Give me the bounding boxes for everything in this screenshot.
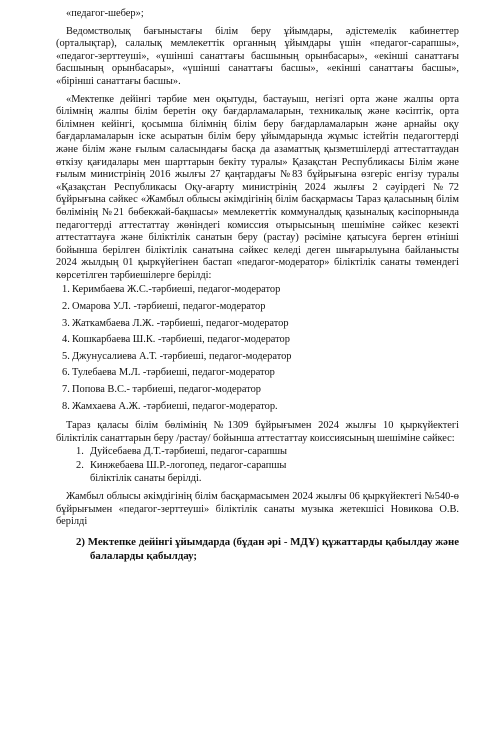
list-item-text: Кинжебаева Ш.Р.-логопед, педагог-сарапшы bbox=[90, 460, 287, 472]
list-item bbox=[62, 332, 459, 349]
list-item bbox=[62, 349, 459, 366]
paragraph-zhambyl: Жамбыл облысы әкімдігінің білім басқармасымен 2024 жылғы 06 қыркүйектегі №540-ө бұйрығымен «педагог-зерттеуші» біліктілік санаты музыка жетекшісі Новикова О.В. берілді bbox=[56, 491, 459, 528]
list-item-text: Тулебаева М.Л. -тәрбиеші, педагог-модератор bbox=[72, 367, 275, 379]
list-item-number: 7. bbox=[62, 384, 70, 396]
list-item bbox=[76, 445, 459, 459]
list-item-number: 1. bbox=[62, 284, 70, 296]
list-experts bbox=[56, 445, 459, 473]
list-item-number: 8. bbox=[62, 400, 70, 412]
list-item-number: 4. bbox=[62, 334, 70, 346]
list-item bbox=[62, 382, 459, 399]
list-item-text: Керимбаева Ж.С.-тәрбиеші, педагог-модератор bbox=[72, 284, 281, 296]
list-item bbox=[76, 459, 459, 473]
paragraph-main: «Мектепке дейінгі тәрбие мен оқытуды, бастауыш, негізгі орта және жалпы орта білімнің жалпы білім беретін оқу бағдарламаларын, техникалық және кәсіптік, орта білімнен кейінгі, қосымша білімнің білім беру бағдарламаларын және арнайы оқу бағдарламаларын іске асыратын білім беру ұйымдарында жұмыс істейтін педагогтерді және білім және ғылым саласындағы басқа да азаматтық қызметшілерді аттестаттаудан өткізу қағидалары мен шарттарын бекіту туралы» Қазақстан Республикасы Білім және ғылым министрінің 2016 жылғы 27 қаңтардағы №83 бұйрығына өзгеріс енгізу туралы «Қазақстан Республикасы Оқу-ағарту министрінің 2024 жылғы 2 сәуірдегі №72 бұйрығына сәйкес «Жамбыл облысы әкімдігінің білім басқармасы Тараз қаласының білім бөлімінің №21 бөбекжай-бақшасы» мемлекеттік коммуналдық қазыналық кәсіпорнында педагогтерді аттестаттау жөніндегі комиссия отырысының шешіміне сәйкес кезекті аттестаттауға және біліктілік санатын беру (растау) рәсіміне қатысуға берген өтініші бойынша берілген біліктілік санатына сәйкес келеді деген шығарылуына байланысты 2024 жылдың 01 қыркүйегінен бастап «педагог-модератор» біліктілік санаты төмендегі көрсетілген тәрбиешілерге берілді: bbox=[56, 93, 459, 281]
list-item-number: 2. bbox=[76, 460, 84, 472]
list-item-number: 1. bbox=[76, 446, 84, 458]
list-item-text: Омарова У.Л. -тәрбиеші, педагог-модератор bbox=[72, 301, 266, 313]
list-item-text: Дуйсебаева Д.Т.-тәрбиеші, педагог-сарапшы bbox=[90, 446, 288, 458]
list-item bbox=[62, 365, 459, 382]
list-item-number: 6. bbox=[62, 367, 70, 379]
list-item bbox=[62, 316, 459, 333]
list-item-number: 2. bbox=[62, 301, 70, 313]
list-item-text: Жаткамбаева Л.Ж. -тәрбиеші, педагог-модератор bbox=[72, 317, 289, 329]
list-item-text: Попова В.С.- тәрбиеші, педагог-модератор bbox=[72, 384, 261, 396]
list-item-text: Кошкарбаева Ш.К. -тәрбиеші, педагог-модератор bbox=[72, 334, 290, 346]
section-heading: 2) Мектепке дейінгі ұйымдарда (бұдан әрі - МДҰ) құжаттарды қабылдау және балаларды қабылдау; bbox=[76, 535, 459, 562]
list-item-number: 5. bbox=[62, 350, 70, 362]
list-moderators bbox=[56, 282, 459, 415]
paragraph-taraz: Тараз қаласы білім бөлімінің №1309 бұйрығымен 2024 жылғы 10 қыркүйектегі біліктілік санаттарын беру /растау/ бойынша аттестаттау коиссиясының шешіміне сәйкес: bbox=[56, 420, 459, 444]
list-item bbox=[62, 399, 459, 416]
list-experts-tail: біліктілік санаты берілді. bbox=[90, 473, 202, 485]
list-item-text: Джунусалиева А.Т. -тәрбиеші, педагог-модератор bbox=[72, 350, 292, 362]
list-item bbox=[62, 299, 459, 316]
list-item-number: 3. bbox=[62, 317, 70, 329]
list-item-text: Жамхаева А.Ж. -тәрбиеші, педагог-модератор. bbox=[72, 400, 278, 412]
line-top: «педагог-шебер»; bbox=[66, 8, 144, 19]
list-item bbox=[62, 282, 459, 299]
paragraph-ministry: Ведомстволық бағыныстағы білім беру ұйымдары, әдістемелік кабинеттер (орталықтар), салалық мемлекеттік органның ұйымдары үшін «педагог-сарапшы», «педагог-зерттеуші», «үшінші санаттағы басшының орынбасары», «екінші санаттағы басшының орынбасары», «үшінші санаттағы басшы», «екінші санаттағы басшы», «бірінші санаттағы басшы». bbox=[56, 25, 459, 87]
